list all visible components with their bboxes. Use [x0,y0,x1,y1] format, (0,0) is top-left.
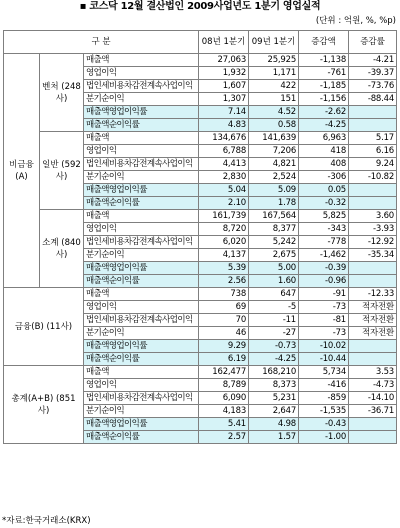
cell-diff: -81 [299,314,349,327]
cell-q09: 4,821 [249,158,299,171]
cell-q09: -27 [249,327,299,340]
cell-rate [349,275,397,288]
cell-q08: 5.39 [199,262,249,275]
row-label: 매출액 [84,210,199,223]
cell-q08: 1,307 [199,93,249,106]
cell-q09: 1.60 [249,275,299,288]
cell-diff: -1.00 [299,431,349,444]
table-row [4,54,397,67]
row-label: 영업이익 [84,67,199,80]
row-label: 영업이익 [84,145,199,158]
cell-diff: -859 [299,392,349,405]
cell-q09: 151 [249,93,299,106]
cell-diff: 6,963 [299,132,349,145]
cell-q09: 7,206 [249,145,299,158]
row-label: 매출액 [84,54,199,67]
cell-q08: 70 [199,314,249,327]
cell-rate: 적자전환 [349,314,397,327]
cell-diff: -761 [299,67,349,80]
cell-q09: -0.73 [249,340,299,353]
row-label: 법인세비용차감전계속사업이익 [84,236,199,249]
cell-q09: 422 [249,80,299,93]
cell-rate: -88.44 [349,93,397,106]
row-label: 매출액순이익률 [84,353,199,366]
unit-note: (단위 : 억원, %, %p) [315,16,396,26]
cell-rate [349,119,397,132]
cell-diff: -0.43 [299,418,349,431]
cell-q09: 1.57 [249,431,299,444]
cell-q09: -4.25 [249,353,299,366]
row-label: 분기순이익 [84,249,199,262]
cell-diff: -0.96 [299,275,349,288]
row-label: 매출액 [84,132,199,145]
cell-rate [349,418,397,431]
row-label: 영업이익 [84,223,199,236]
cell-diff: 0.05 [299,184,349,197]
cell-q08: 8,789 [199,379,249,392]
cell-q08: 4,183 [199,405,249,418]
row-label: 법인세비용차감전계속사업이익 [84,314,199,327]
row-label: 매출액순이익률 [84,119,199,132]
cell-diff: -73 [299,301,349,314]
cell-q08: 4.83 [199,119,249,132]
cell-q09: 1.78 [249,197,299,210]
row-label: 법인세비용차감전계속사업이익 [84,158,199,171]
cell-q09: 5.09 [249,184,299,197]
cell-q09: 4.98 [249,418,299,431]
cell-diff: -416 [299,379,349,392]
earnings-table [3,30,397,444]
cell-rate: -73.76 [349,80,397,93]
row-label: 분기순이익 [84,171,199,184]
cell-diff: -4.25 [299,119,349,132]
cell-diff: 418 [299,145,349,158]
header-row [4,31,397,54]
cell-q09: 5,231 [249,392,299,405]
cell-rate [349,353,397,366]
cell-q08: 2,830 [199,171,249,184]
cell-q09: -11 [249,314,299,327]
cell-q09: 5,242 [249,236,299,249]
cell-rate: -4.73 [349,379,397,392]
cell-q08: 7.14 [199,106,249,119]
cell-diff: -778 [299,236,349,249]
group-label-subtotal: 소계 (840사) [40,210,84,288]
cell-diff: -343 [299,223,349,236]
cell-q08: 9.29 [199,340,249,353]
row-label: 매출액 [84,366,199,379]
cell-rate [349,262,397,275]
cell-rate: 3.60 [349,210,397,223]
cell-q09: 8,373 [249,379,299,392]
cell-rate: 6.16 [349,145,397,158]
table-row [4,132,397,145]
cell-diff: -73 [299,327,349,340]
row-label: 매출액순이익률 [84,431,199,444]
cell-q08: 2.57 [199,431,249,444]
header-q09: 09년 1분기 [249,31,299,54]
section-label-total: 총계(A+B) (851사) [4,366,84,444]
cell-diff: -0.32 [299,197,349,210]
row-label: 영업이익 [84,301,199,314]
table-row [4,366,397,379]
cell-diff: -306 [299,171,349,184]
row-label: 매출액영업이익률 [84,184,199,197]
cell-q09: 1,171 [249,67,299,80]
cell-q08: 6,090 [199,392,249,405]
cell-rate: -12.33 [349,288,397,301]
row-label: 법인세비용차감전계속사업이익 [84,80,199,93]
table-body [4,54,397,444]
cell-q08: 4,413 [199,158,249,171]
page-title: ▪ 코스닥 12월 결산법인 2009사업년도 1분기 영업실적 [79,1,321,12]
row-label: 매출액 [84,288,199,301]
table-row [4,288,397,301]
header-rate: 증감률 [349,31,397,54]
cell-q08: 8,720 [199,223,249,236]
row-label: 분기순이익 [84,327,199,340]
cell-rate: -35.34 [349,249,397,262]
cell-diff: -91 [299,288,349,301]
cell-diff: 5,734 [299,366,349,379]
cell-rate: 5.17 [349,132,397,145]
cell-q08: 4,137 [199,249,249,262]
cell-rate: -10.82 [349,171,397,184]
cell-q08: 2.10 [199,197,249,210]
table-row [4,210,397,223]
cell-q08: 6.19 [199,353,249,366]
cell-rate [349,197,397,210]
cell-q09: 167,564 [249,210,299,223]
cell-rate: -14.10 [349,392,397,405]
cell-q09: 647 [249,288,299,301]
cell-rate: 적자전환 [349,301,397,314]
cell-q08: 1,932 [199,67,249,80]
cell-q09: 141,639 [249,132,299,145]
cell-diff: -1,138 [299,54,349,67]
cell-q09: 168,210 [249,366,299,379]
cell-q09: 2,524 [249,171,299,184]
section-label-fin: 금융(B) (11사) [4,288,84,366]
cell-rate: -4.21 [349,54,397,67]
cell-q09: -5 [249,301,299,314]
row-label: 분기순이익 [84,93,199,106]
cell-rate: -3.93 [349,223,397,236]
cell-q09: 4.52 [249,106,299,119]
cell-rate [349,340,397,353]
source-note: *자료:한국거래소(KRX) [2,516,91,526]
cell-q08: 6,020 [199,236,249,249]
cell-q08: 46 [199,327,249,340]
row-label: 매출액영업이익률 [84,340,199,353]
header-gubun: 구 분 [4,31,199,54]
cell-rate: 적자전환 [349,327,397,340]
cell-diff: 5,825 [299,210,349,223]
cell-rate [349,184,397,197]
cell-diff: 408 [299,158,349,171]
cell-q08: 161,739 [199,210,249,223]
row-label: 매출액순이익률 [84,275,199,288]
row-label: 매출액영업이익률 [84,106,199,119]
group-label-general: 일반 (592사) [40,132,84,210]
cell-diff: -10.02 [299,340,349,353]
cell-q08: 2.56 [199,275,249,288]
cell-rate: -36.71 [349,405,397,418]
cell-diff: -1,535 [299,405,349,418]
row-label: 매출액영업이익률 [84,262,199,275]
cell-q08: 162,477 [199,366,249,379]
row-label: 영업이익 [84,379,199,392]
cell-diff: -1,185 [299,80,349,93]
cell-rate: -12.92 [349,236,397,249]
cell-q08: 69 [199,301,249,314]
row-label: 법인세비용차감전계속사업이익 [84,392,199,405]
cell-q08: 6,788 [199,145,249,158]
row-label: 매출액영업이익률 [84,418,199,431]
cell-q08: 1,607 [199,80,249,93]
group-label-venture: 벤처 (248사) [40,54,84,132]
cell-q08: 134,676 [199,132,249,145]
cell-q09: 0.58 [249,119,299,132]
cell-q08: 738 [199,288,249,301]
cell-q08: 5.04 [199,184,249,197]
cell-q08: 27,063 [199,54,249,67]
cell-rate: -39.37 [349,67,397,80]
cell-rate: 3.53 [349,366,397,379]
header-q08: 08년 1분기 [199,31,249,54]
cell-q09: 2,647 [249,405,299,418]
cell-q09: 8,377 [249,223,299,236]
cell-q09: 5.00 [249,262,299,275]
header-diff: 증감액 [299,31,349,54]
row-label: 매출액순이익률 [84,197,199,210]
cell-rate: 9.24 [349,158,397,171]
section-label-nonfin: 비금융(A) [4,54,40,288]
cell-q09: 25,925 [249,54,299,67]
row-label: 분기순이익 [84,405,199,418]
cell-diff: -2.62 [299,106,349,119]
cell-rate [349,106,397,119]
cell-diff: -1,156 [299,93,349,106]
cell-diff: -0.39 [299,262,349,275]
cell-diff: -10.44 [299,353,349,366]
cell-rate [349,431,397,444]
cell-diff: -1,462 [299,249,349,262]
cell-q08: 5.41 [199,418,249,431]
cell-q09: 2,675 [249,249,299,262]
